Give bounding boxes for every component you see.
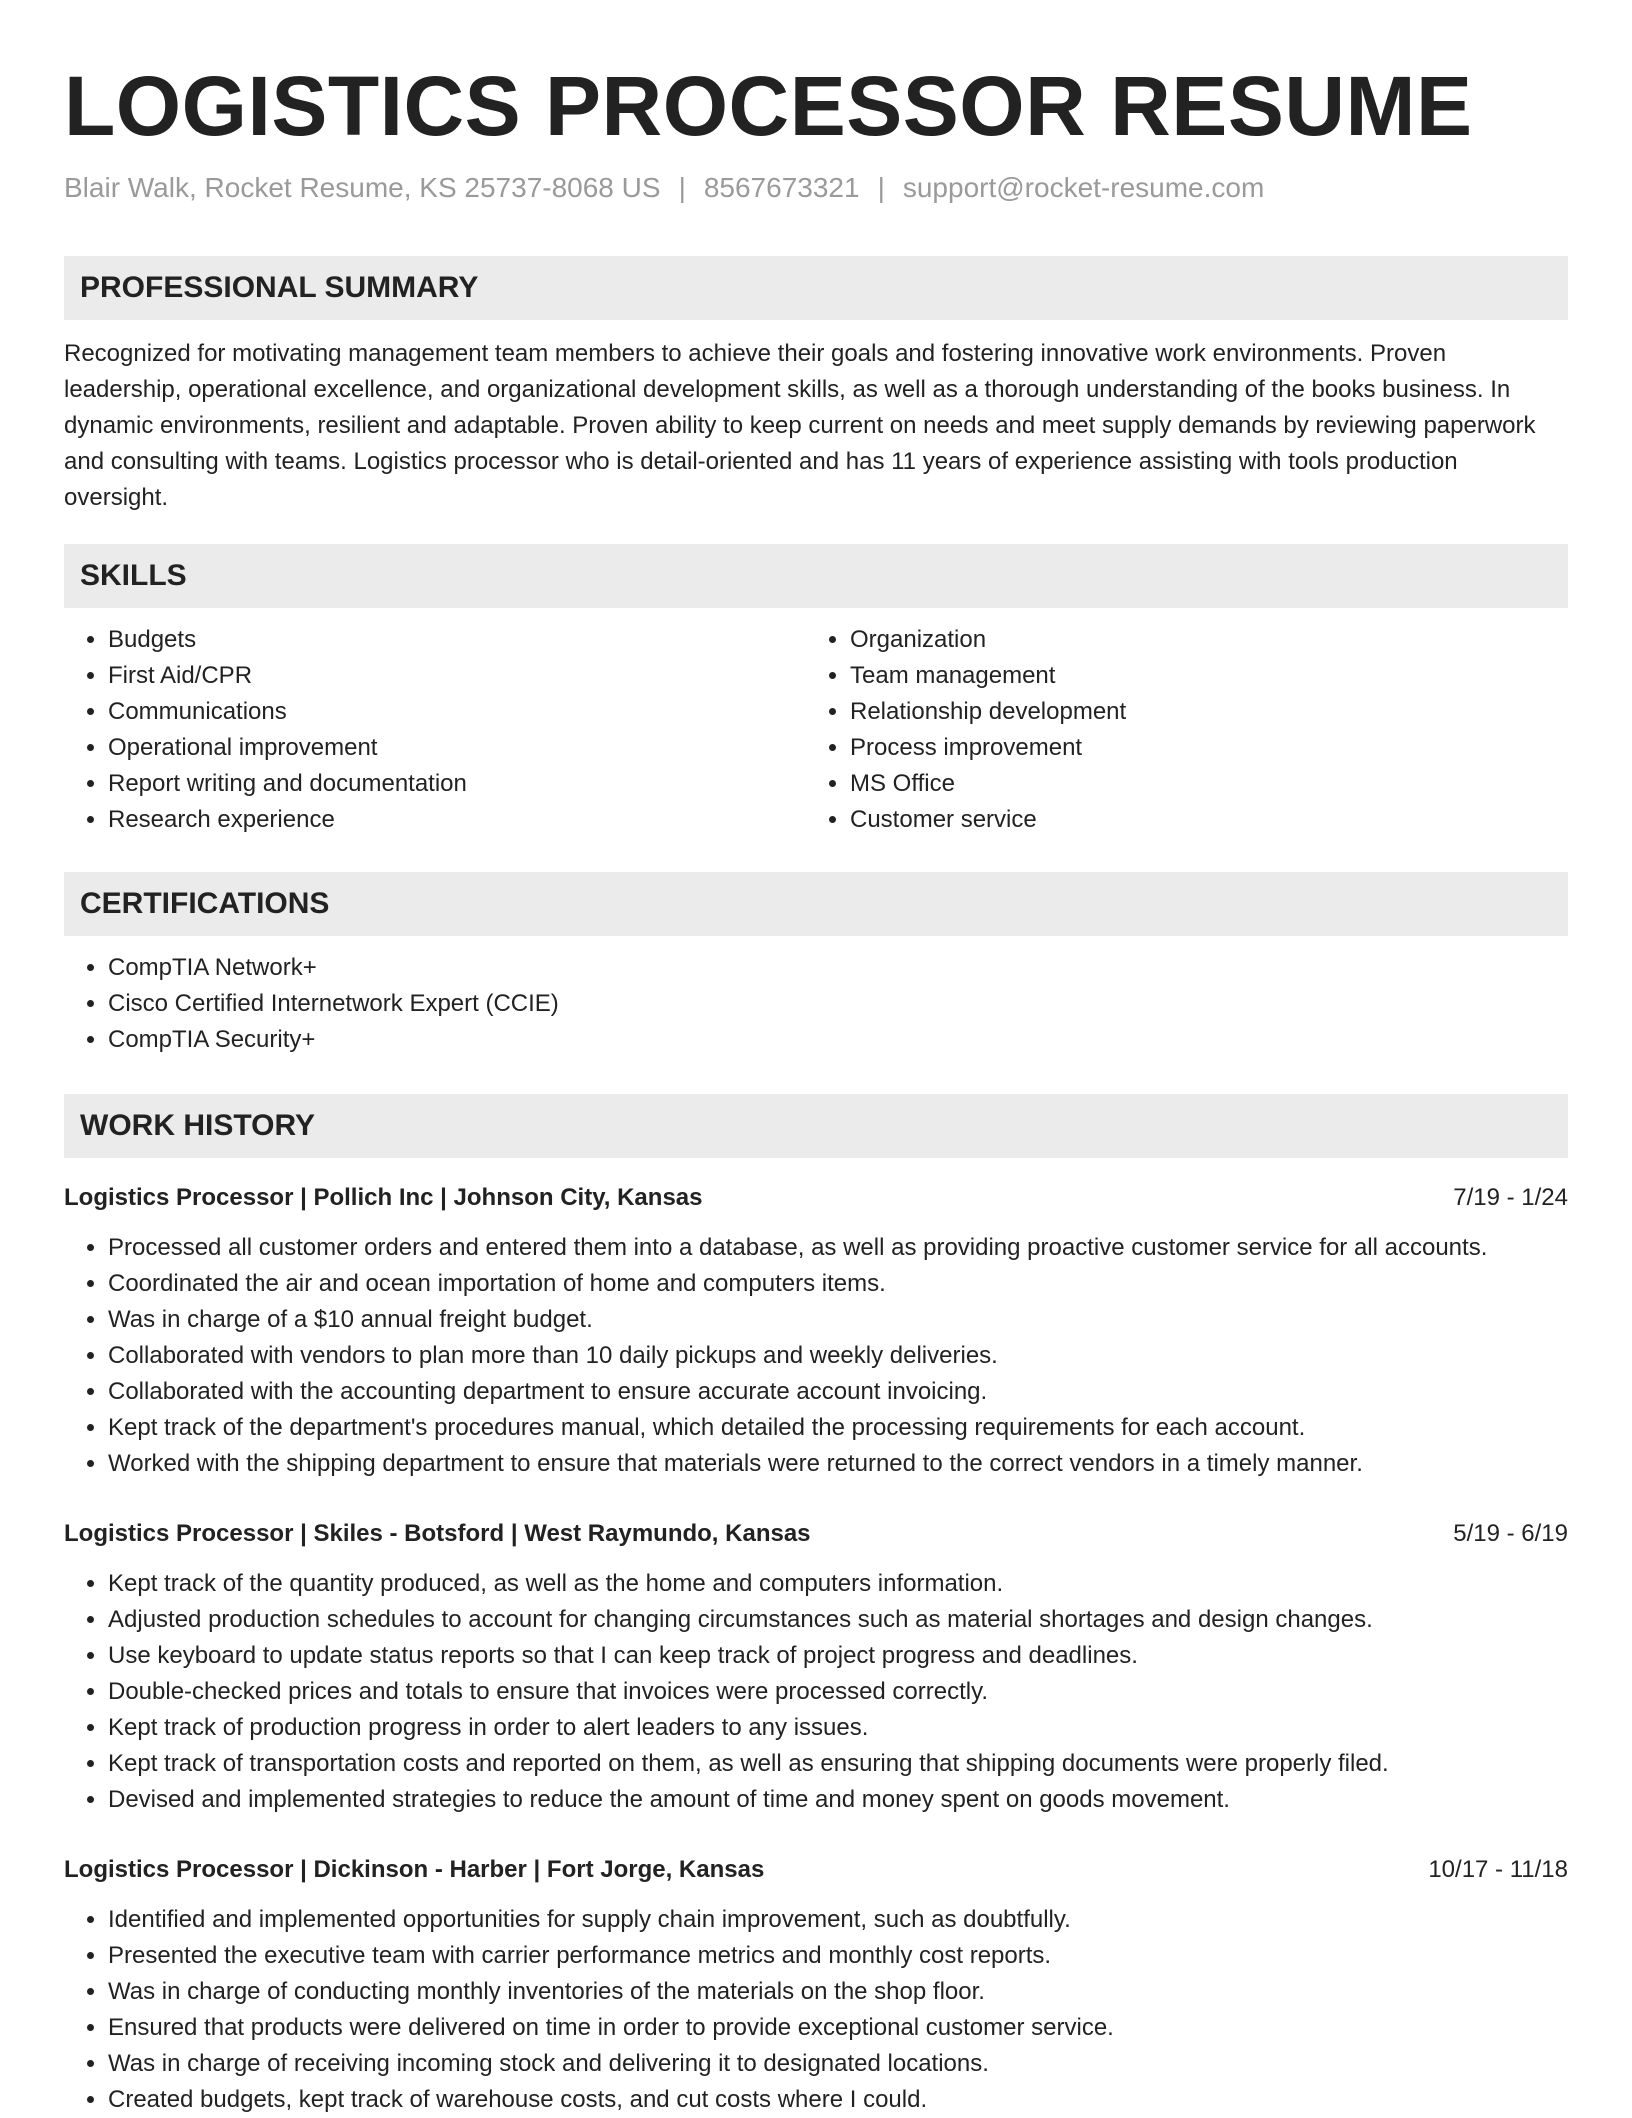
contact-address: Blair Walk, Rocket Resume, KS 25737-8068 US bbox=[64, 172, 661, 203]
skill-item: • Research experience bbox=[108, 802, 806, 838]
job-bullet: • Kept track of production progress in order to alert leaders to any issues. bbox=[108, 1710, 1568, 1746]
section-heading-certifications: CERTIFICATIONS bbox=[64, 872, 1568, 936]
job-bullet: • Double-checked prices and totals to ensure that invoices were processed correctly. bbox=[108, 1674, 1568, 1710]
certification-item: • Cisco Certified Internetwork Expert (CCIE) bbox=[108, 986, 1568, 1022]
job-title: Logistics Processor | Skiles - Botsford | West Raymundo, Kansas bbox=[64, 1520, 811, 1547]
job-bullet: • Kept track of transportation costs and reported on them, as well as ensuring that shipping documents were properly filed. bbox=[108, 1746, 1568, 1782]
job-bullet: • Adjusted production schedules to account for changing circumstances such as material shortages and design changes. bbox=[108, 1602, 1568, 1638]
job-entry bbox=[64, 1180, 1568, 1482]
job-entry bbox=[64, 1516, 1568, 1818]
job-bullet: • Identified and implemented opportunities for supply chain improvement, such as doubtfully. bbox=[108, 1902, 1568, 1938]
job-bullets bbox=[64, 1902, 1568, 2118]
job-bullet: • Processed all customer orders and entered them into a database, as well as providing proactive customer service for all accounts. bbox=[108, 1230, 1568, 1266]
skills-columns bbox=[64, 622, 1568, 838]
contact-email: support@rocket-resume.com bbox=[902, 172, 1265, 203]
job-bullet: • Ensured that products were delivered on time in order to provide exceptional customer service. bbox=[108, 2010, 1568, 2046]
job-header bbox=[64, 1516, 1568, 1552]
resume-title: LOGISTICS PROCESSOR RESUME bbox=[64, 59, 1473, 153]
job-dates: 5/19 - 6/19 bbox=[1453, 1520, 1568, 1547]
job-bullet: • Use keyboard to update status reports so that I can keep track of project progress and deadlines. bbox=[108, 1638, 1568, 1674]
certifications-list bbox=[64, 950, 1568, 1058]
skill-item: • Operational improvement bbox=[108, 730, 806, 766]
job-bullet: • Collaborated with vendors to plan more than 10 daily pickups and weekly deliveries. bbox=[108, 1338, 1568, 1374]
job-title: Logistics Processor | Dickinson - Harber | Fort Jorge, Kansas bbox=[64, 1856, 765, 1883]
job-bullet: • Coordinated the air and ocean importation of home and computers items. bbox=[108, 1266, 1568, 1302]
contact-line bbox=[64, 170, 1568, 206]
section-heading-skills: SKILLS bbox=[64, 544, 1568, 608]
job-bullet: • Was in charge of conducting monthly inventories of the materials on the shop floor. bbox=[108, 1974, 1568, 2010]
contact-separator: | bbox=[678, 172, 686, 203]
job-bullet: • Collaborated with the accounting department to ensure accurate account invoicing. bbox=[108, 1374, 1568, 1410]
job-title: Logistics Processor | Pollich Inc | Johnson City, Kansas bbox=[64, 1184, 703, 1211]
section-heading-summary: PROFESSIONAL SUMMARY bbox=[64, 256, 1568, 320]
job-header bbox=[64, 1180, 1568, 1216]
job-bullet: • Presented the executive team with carrier performance metrics and monthly cost reports. bbox=[108, 1938, 1568, 1974]
job-dates: 7/19 - 1/24 bbox=[1453, 1184, 1568, 1211]
job-bullets bbox=[64, 1566, 1568, 1818]
skill-item: • Team management bbox=[850, 658, 1548, 694]
contact-separator: | bbox=[877, 172, 885, 203]
resume-page bbox=[64, 0, 1568, 2118]
contact-phone: 8567673321 bbox=[703, 172, 860, 203]
skill-item: • Process improvement bbox=[850, 730, 1548, 766]
skills-list-right bbox=[806, 622, 1548, 838]
job-bullet: • Was in charge of a $10 annual freight budget. bbox=[108, 1302, 1568, 1338]
job-bullet: • Kept track of the quantity produced, as well as the home and computers information. bbox=[108, 1566, 1568, 1602]
skill-item: • Organization bbox=[850, 622, 1548, 658]
job-entry bbox=[64, 1852, 1568, 2118]
skills-list-left bbox=[64, 622, 806, 838]
certification-item: • CompTIA Security+ bbox=[108, 1022, 1568, 1058]
job-bullets bbox=[64, 1230, 1568, 1482]
summary-text: Recognized for motivating management team members to achieve their goals and fostering innovative work environments. Proven leadership, operational excellence, and organizational development skills, as well as a thorough understanding of the books business. In dynamic environments, resilient and adaptable. Proven ability to keep current on needs and meet supply demands by reviewing paperwork and consulting with teams. Logistics processor who is detail-oriented and has 11 years of experience assisting with tools production oversight. bbox=[64, 340, 1536, 511]
job-header bbox=[64, 1852, 1568, 1888]
job-bullet: • Kept track of the department's procedures manual, which detailed the processing requirements for each account. bbox=[108, 1410, 1568, 1446]
skill-item: • First Aid/CPR bbox=[108, 658, 806, 694]
skill-item: • MS Office bbox=[850, 766, 1548, 802]
skill-item: • Budgets bbox=[108, 622, 806, 658]
section-heading-work-history: WORK HISTORY bbox=[64, 1094, 1568, 1158]
skill-item: • Relationship development bbox=[850, 694, 1548, 730]
job-bullet: • Was in charge of receiving incoming stock and delivering it to designated locations. bbox=[108, 2046, 1568, 2082]
job-bullet: • Worked with the shipping department to ensure that materials were returned to the correct vendors in a timely manner. bbox=[108, 1446, 1568, 1482]
skill-item: • Report writing and documentation bbox=[108, 766, 806, 802]
skill-item: • Customer service bbox=[850, 802, 1548, 838]
skill-item: • Communications bbox=[108, 694, 806, 730]
certification-item: • CompTIA Network+ bbox=[108, 950, 1568, 986]
job-bullet: • Devised and implemented strategies to reduce the amount of time and money spent on goods movement. bbox=[108, 1782, 1568, 1818]
job-dates: 10/17 - 11/18 bbox=[1428, 1856, 1568, 1883]
job-bullet: • Created budgets, kept track of warehouse costs, and cut costs where I could. bbox=[108, 2082, 1568, 2118]
